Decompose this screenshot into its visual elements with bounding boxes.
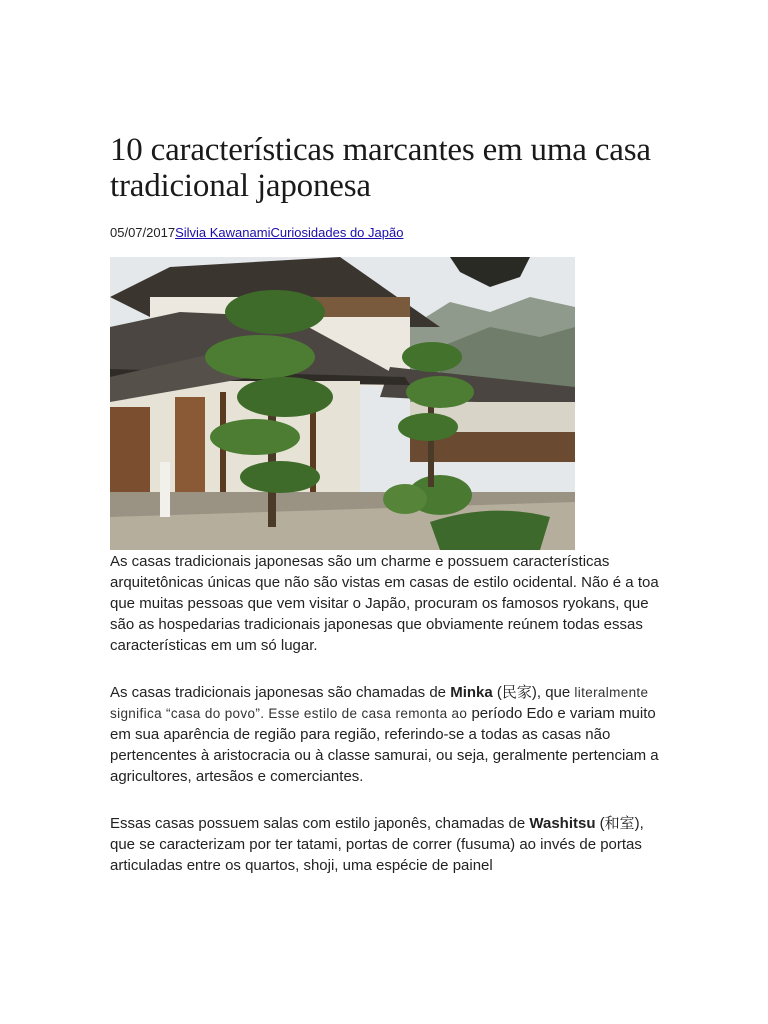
paragraph-intro: As casas tradicionais japonesas são um charme e possuem características arquitetônicas únicas que não são vistas em casas de estilo ocidental. Não é a toa que muitas pessoas que vem visitar o Japão, procuram os famosos ryokans, que são as hospedarias tradicionais japonesas que obviamente reúnem todas essas características em um só lugar. bbox=[110, 553, 659, 654]
paragraph-minka bbox=[110, 682, 670, 787]
author-link[interactable]: Silvia Kawanami bbox=[175, 225, 271, 240]
term-minka: Minka bbox=[450, 684, 493, 701]
paragraph-text: As casas tradicionais japonesas são chamadas de bbox=[110, 684, 451, 701]
article bbox=[110, 128, 670, 876]
paragraph-text: (和室), que se caracterizam por ter tatami, portas de correr (fusuma) ao invés de portas articuladas entre os quartos, shoji, uma espécie de painel bbox=[110, 815, 644, 874]
paragraph-text: literalmente significa “casa do povo”. Esse estilo de casa remonta ao bbox=[110, 685, 649, 721]
paragraph-text: (民家), que bbox=[492, 684, 575, 701]
article-meta bbox=[110, 225, 670, 241]
paragraph-washitsu bbox=[110, 813, 670, 876]
article-title: 10 características marcantes em uma casa tradicional japonesa bbox=[110, 132, 651, 204]
paragraph-text: Essas casas possuem salas com estilo japonês, chamadas de bbox=[110, 815, 530, 832]
category-link[interactable]: Curiosidades do Japão bbox=[270, 225, 404, 240]
term-washitsu: Washitsu bbox=[529, 815, 596, 832]
traditional-japanese-house-photo bbox=[110, 257, 575, 550]
publish-date: 05/07/2017 bbox=[110, 225, 176, 240]
paragraph-text: período Edo e variam muito em sua aparência de região para região, referindo-se a todas as casas não pertencentes à aristocracia ou à classe samurai, ou seja, geralmente pertenciam a agricultores, artesãos e comerciantes. bbox=[110, 705, 659, 785]
